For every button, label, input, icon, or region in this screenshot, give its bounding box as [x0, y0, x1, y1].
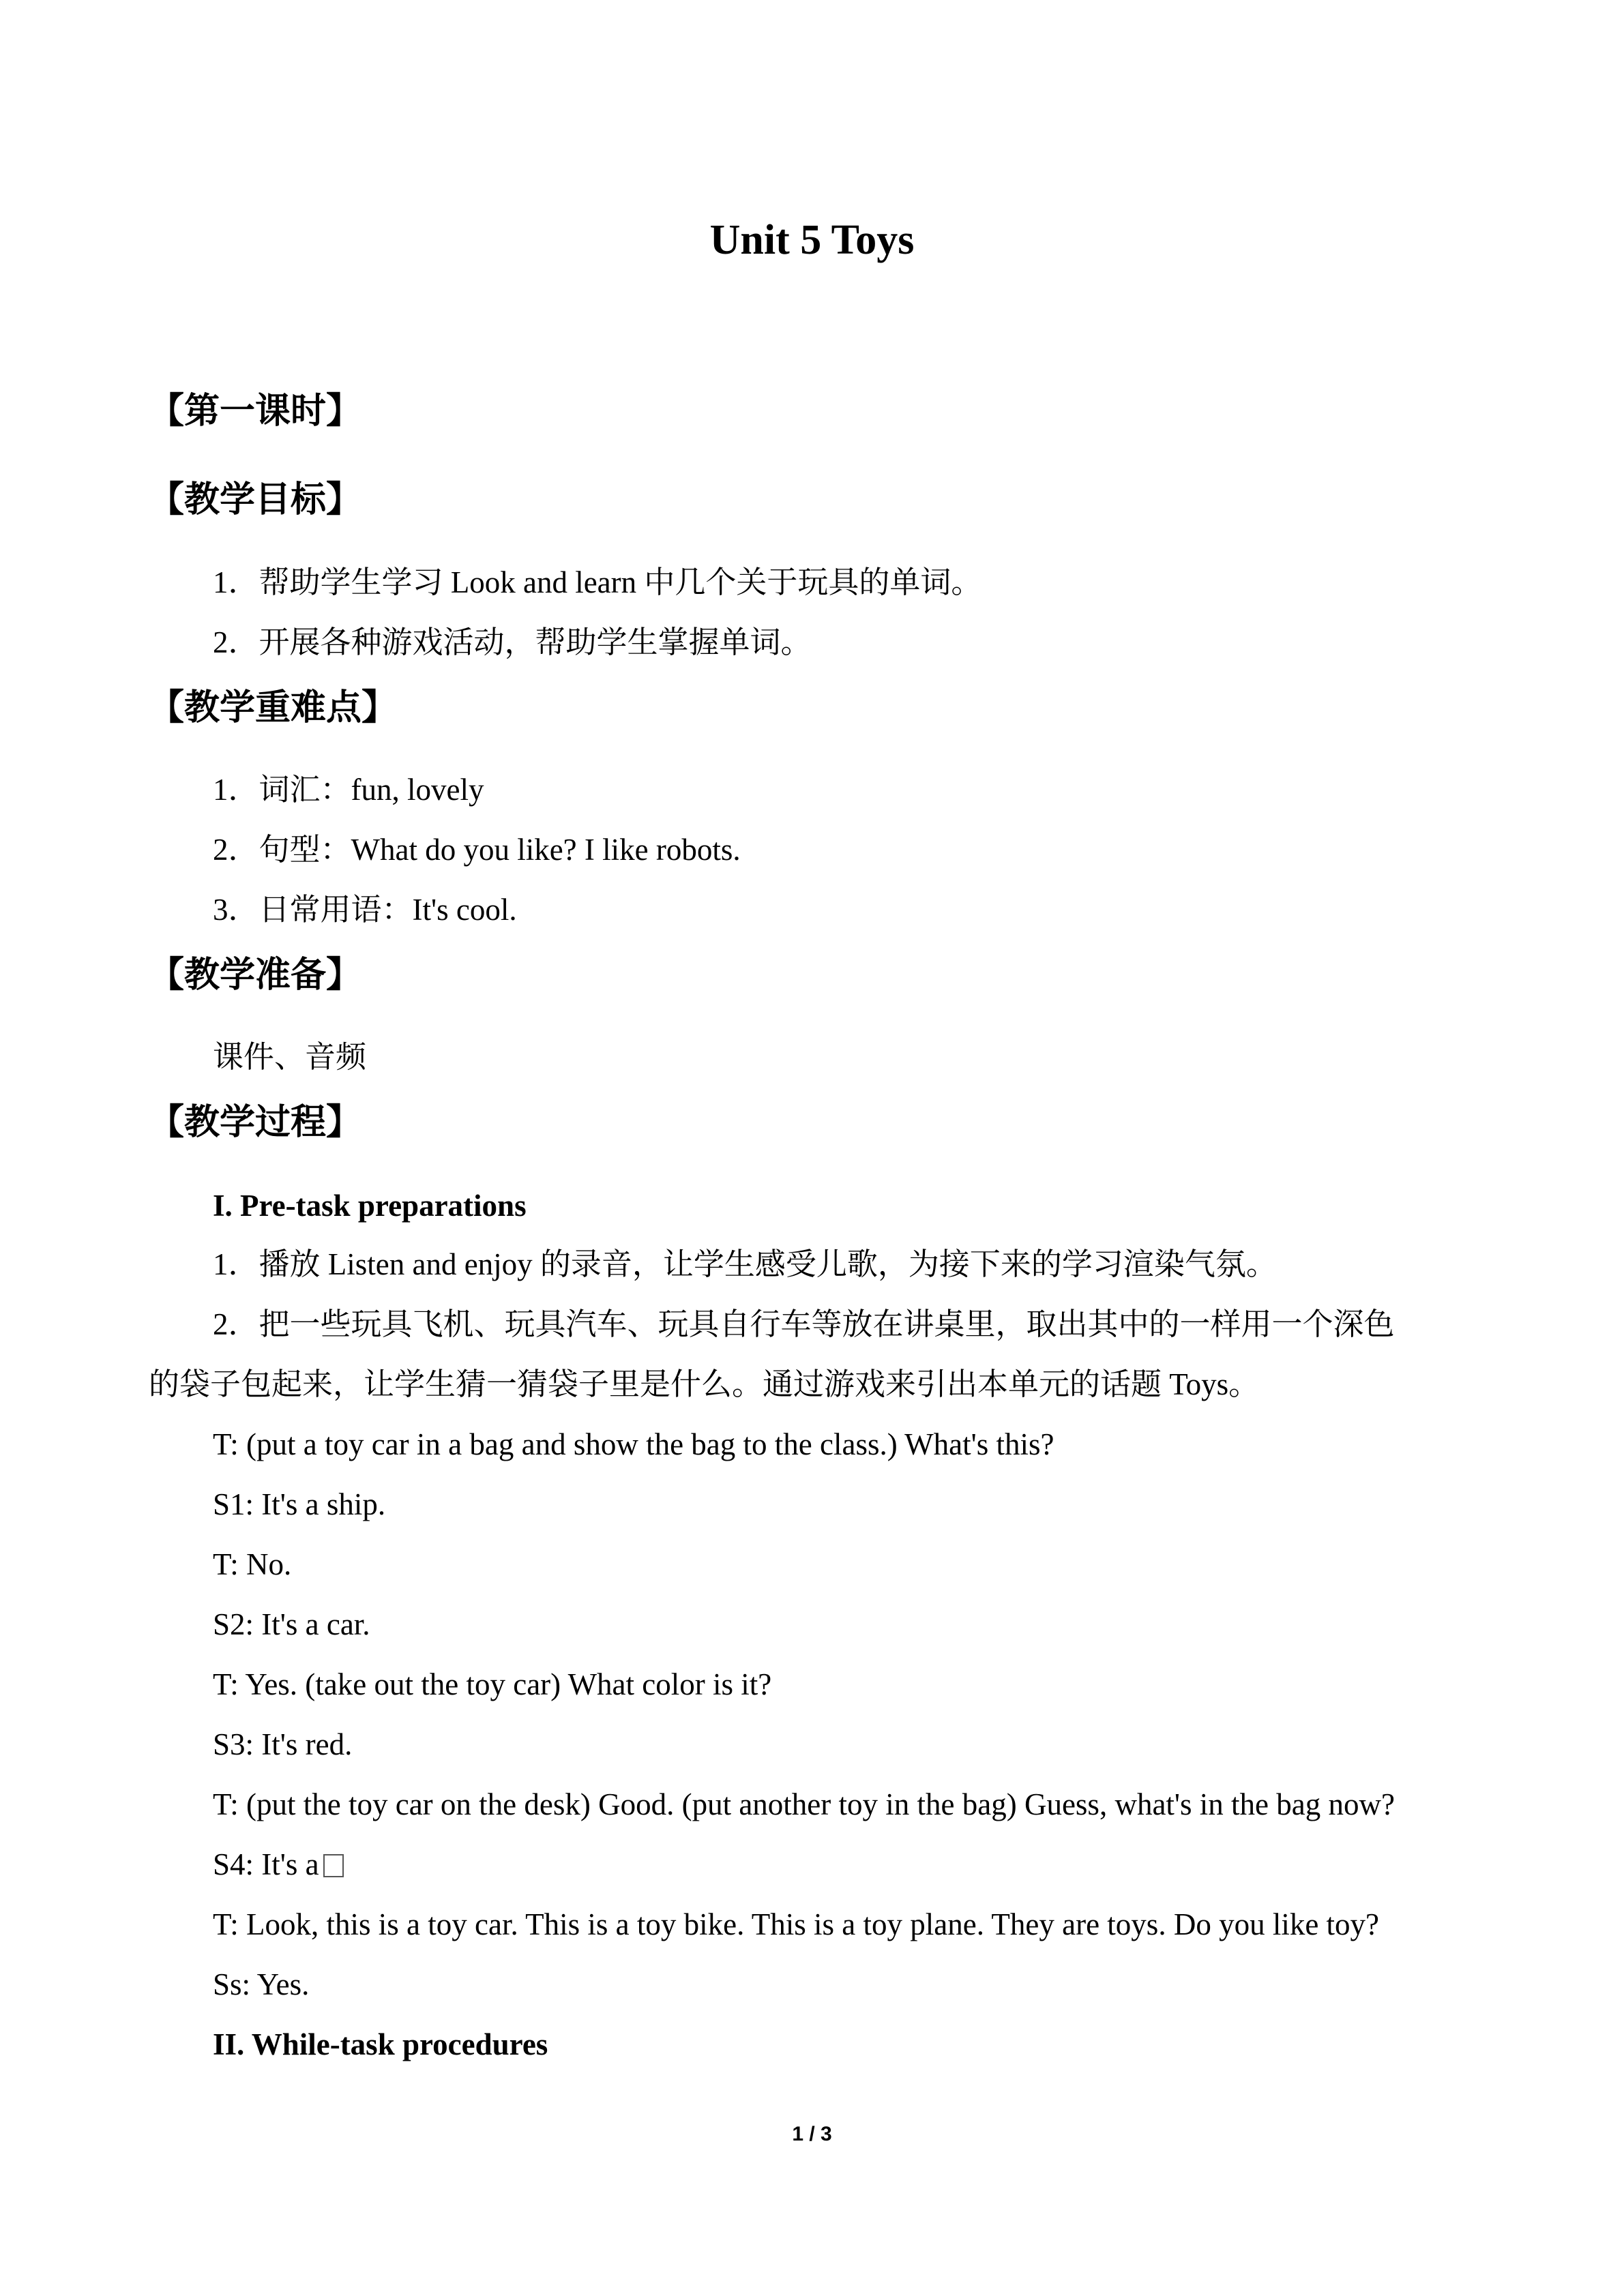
process-step-2-line-2: 的袋子包起来，让学生猜一猜袋子里是什么。通过游戏来引出本单元的话题 Toys。	[149, 1367, 1260, 1401]
dialogue-line-blank	[213, 1844, 344, 1885]
dialogue-line: Ss: Yes.	[213, 1967, 310, 2001]
page-title: Unit 5 Toys	[709, 217, 915, 263]
dialogue-line: S2: It's a car.	[213, 1607, 370, 1641]
objective-1: 1．帮助学生学习 Look and learn 中几个关于玩具的单词。	[213, 565, 982, 599]
dialogue-line: T: Look, this is a toy car. This is a toy bike. This is a toy plane. They are toys. Do you like toy?	[213, 1907, 1380, 1941]
heading-process: 【教学过程】	[149, 1102, 362, 1143]
objective-2: 2．开展各种游戏活动，帮助学生掌握单词。	[213, 625, 812, 659]
preparation-text: 课件、音频	[213, 1040, 367, 1074]
dialogue-line-text: S4: It's a	[213, 1847, 319, 1881]
while-task-title: II. While-task procedures	[213, 2027, 548, 2061]
dialogue-line: S3: It's red.	[213, 1727, 353, 1761]
pre-task-title: I. Pre-task preparations	[213, 1189, 527, 1223]
key-point-1: 1．词汇：fun, lovely	[213, 773, 484, 807]
page-number: 1 / 3	[792, 2123, 832, 2145]
key-point-3: 3．日常用语：It's cool.	[213, 893, 517, 927]
blank-box-icon	[323, 1854, 344, 1877]
heading-objectives: 【教学目标】	[149, 479, 362, 520]
dialogue-line: T: No.	[213, 1547, 292, 1581]
dialogue-line: S1: It's a ship.	[213, 1487, 386, 1521]
heading-key-points: 【教学重难点】	[149, 687, 398, 728]
key-point-2: 2．句型：What do you like? I like robots.	[213, 833, 741, 867]
dialogue-line: T: Yes. (take out the toy car) What color is it?	[213, 1667, 772, 1701]
process-step-1: 1．播放 Listen and enjoy 的录音，让学生感受儿歌，为接下来的学习渲染气氛。	[213, 1247, 1277, 1281]
dialogue-line: T: (put a toy car in a bag and show the bag to the class.) What's this?	[213, 1427, 1054, 1461]
process-step-2-line-1: 2．把一些玩具飞机、玩具汽车、玩具自行车等放在讲桌里，取出其中的一样用一个深色	[213, 1307, 1395, 1341]
heading-lesson: 【第一课时】	[149, 391, 362, 432]
dialogue-line: T: (put the toy car on the desk) Good. (put another toy in the bag) Guess, what's in the bag now?	[213, 1787, 1395, 1821]
heading-preparation: 【教学准备】	[149, 955, 362, 996]
